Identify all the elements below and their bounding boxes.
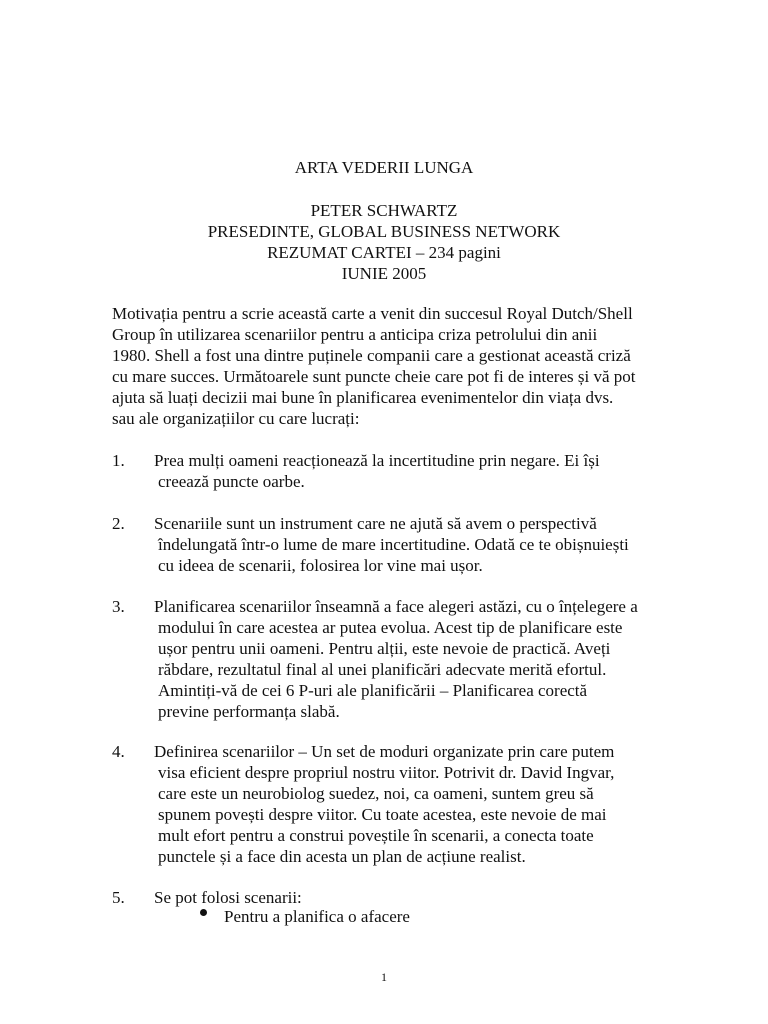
intro-line: cu mare succes. Următoarele sunt puncte cheie care pot fi de interes și vă pot <box>112 367 636 386</box>
list-item-text <box>154 741 614 867</box>
bullet-text: Pentru a planifica o afacere <box>224 907 410 926</box>
list-item-line: care este un neurobiolog suedez, noi, ca oameni, suntem greu să <box>158 784 594 803</box>
page-number: 1 <box>381 970 387 984</box>
list-item-number: 5. <box>112 888 125 907</box>
list-item-text <box>154 513 629 576</box>
list-item-text <box>154 450 600 492</box>
list-item-line: Planificarea scenariilor înseamnă a face alegeri astăzi, cu o înțelegere a <box>154 597 638 616</box>
author-line: PETER SCHWARTZ <box>310 201 458 220</box>
list-item-line: Scenariile sunt un instrument care ne ajută să avem o perspectivă <box>154 514 597 533</box>
list-item-line: ușor pentru unii oameni. Pentru alții, este nevoie de practică. Aveți <box>158 639 611 658</box>
list-item-number: 2. <box>112 514 125 533</box>
intro-line: ajuta să luați decizii mai bune în planificarea evenimentelor din viața dvs. <box>112 388 614 407</box>
list-item-line: Amintiți-vă de cei 6 P-uri ale planificării – Planificarea corectă <box>158 681 588 700</box>
list-item-number: 1. <box>112 451 125 470</box>
list-item-line: răbdare, rezultatul final al unei planificări adecvate merită efortul. <box>158 660 607 679</box>
document-title: ARTA VEDERII LUNGA <box>294 158 474 177</box>
list-item-number: 4. <box>112 742 125 761</box>
list-item-text <box>154 887 302 908</box>
intro-line: Group în utilizarea scenariilor pentru a anticipa criza petrolului din anii <box>112 325 598 344</box>
intro-line: sau ale organizațiilor cu care lucrați: <box>112 409 360 428</box>
author-role-line: PRESEDINTE, GLOBAL BUSINESS NETWORK <box>207 222 561 241</box>
list-item-line: mult efort pentru a construi poveștile în scenarii, a conecta toate <box>158 826 594 845</box>
list-item-text <box>154 596 638 722</box>
list-item-line: previne performanța slabă. <box>158 702 340 721</box>
list-item-line: Definirea scenariilor – Un set de moduri organizate prin care putem <box>154 742 615 761</box>
intro-line: 1980. Shell a fost una dintre puținele companii care a gestionat această criză <box>112 346 631 365</box>
bullet-item <box>200 906 410 927</box>
date-line: IUNIE 2005 <box>341 264 427 283</box>
list-item-line: creează puncte oarbe. <box>158 472 305 491</box>
list-item-line: modului în care acestea ar putea evolua. Acest tip de planificare este <box>158 618 623 637</box>
list-item-number: 3. <box>112 597 125 616</box>
intro-line: Motivația pentru a scrie această carte a venit din succesul Royal Dutch/Shell <box>112 304 633 323</box>
list-item-line: punctele și a face din acesta un plan de acțiune realist. <box>158 847 526 866</box>
bullet-icon <box>200 909 207 916</box>
list-item-line: Se pot folosi scenarii: <box>154 888 302 907</box>
intro-paragraph <box>112 303 672 429</box>
list-item-line: îndelungată într-o lume de mare incertitudine. Odată ce te obișnuiești <box>158 535 629 554</box>
list-item-line: visa eficient despre propriul nostru viitor. Potrivit dr. David Ingvar, <box>158 763 615 782</box>
list-item-line: spunem povești despre viitor. Cu toate acestea, este nevoie de mai <box>158 805 607 824</box>
summary-line: REZUMAT CARTEI – 234 pagini <box>267 243 501 262</box>
document-header <box>0 200 768 284</box>
list-item-line: Prea mulți oameni reacționează la incertitudine prin negare. Ei își <box>154 451 600 470</box>
list-item-line: cu ideea de scenarii, folosirea lor vine mai ușor. <box>158 556 483 575</box>
